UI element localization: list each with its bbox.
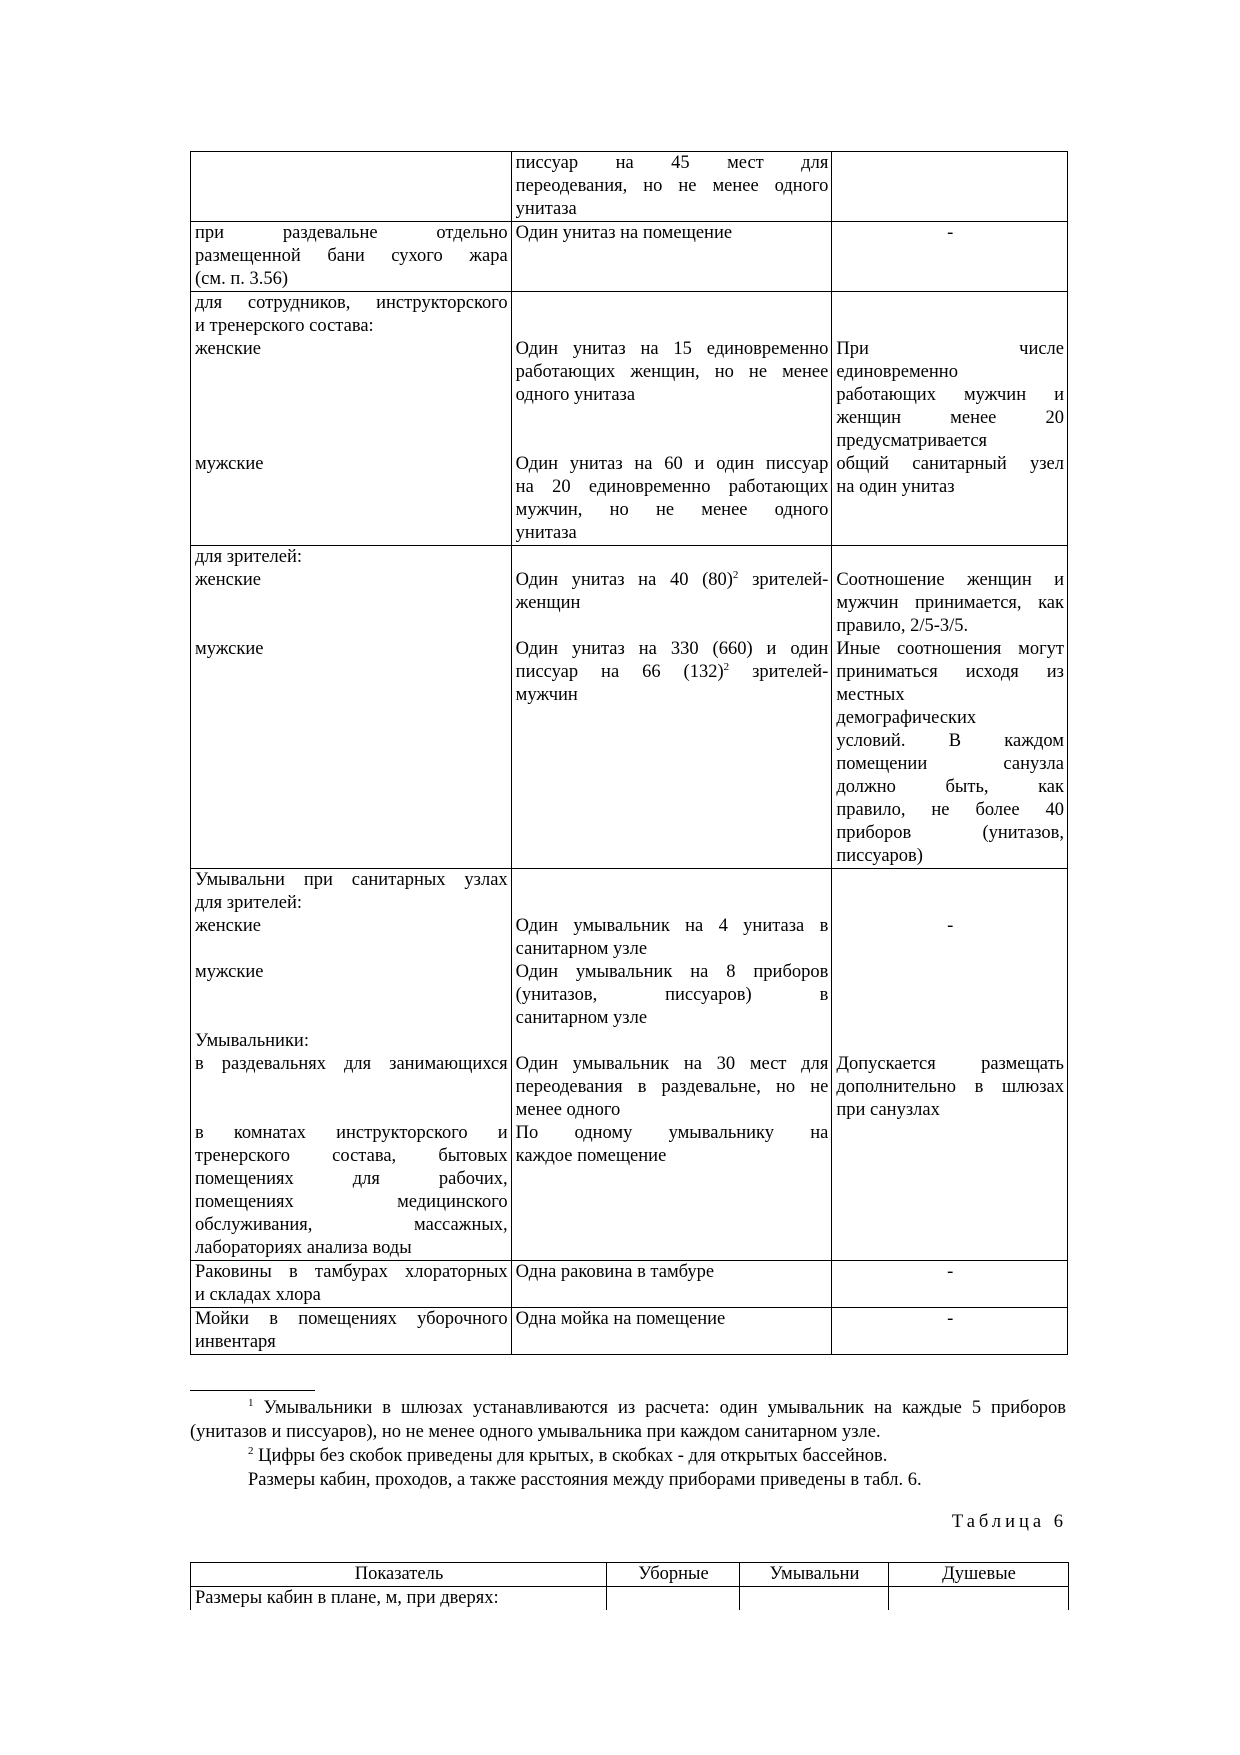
cell-line: Один унитаз на 15 единовременно [515,339,829,359]
cell-line: Один унитаз на помещение [515,223,733,243]
cell-line: женщин менее 20 [836,408,1064,428]
footnote-2: $^2$ Цифры без скобок приведены для крытых, в скобках - для открытых бассейнов. [248,1444,888,1466]
row-label: Размеры кабин в плане, м, при дверях: [191,1587,607,1611]
table-cell [191,1261,512,1308]
cell-line: Один умывальник на 8 приборов [515,962,829,982]
cell-line: при раздевальне отдельно [195,223,508,243]
table-cell [832,152,1068,222]
footnote-mark: 1 [248,1396,254,1409]
paragraph: Размеры кабин, проходов, а также расстояния между приборами приведены в табл. 6. [248,1470,922,1490]
cell-line: Иные соотношения могут [836,639,1064,659]
table-cell [511,869,832,1261]
cell-line: мужчин, но не менее одного [515,500,829,520]
cell-line: писсуаров) [836,846,923,866]
cell-line: женские [195,916,261,936]
table-cell [511,1261,832,1308]
cell-line: помещениях для рабочих, [195,1169,508,1189]
cell-line: менее одного [515,1100,621,1120]
table-cell [511,292,832,546]
table-cell [832,546,1068,869]
cell-line: Мойки в помещениях уборочного [195,1309,508,1329]
cell-line: на один унитаз [836,477,955,497]
column-header: Умывальни [740,1563,889,1587]
cell-line: Одна раковина в тамбуре [515,1262,715,1282]
cell-line: женские [195,339,261,359]
table-cell [191,1308,512,1355]
table-6-caption: Таблица 6 [951,1512,1067,1532]
cell-line: дополнительно в шлюзах [836,1077,1064,1097]
cell-line: единовременно [836,362,958,382]
cell-line: на 20 единовременно работающих [515,477,829,497]
table-row-staff [191,292,1068,546]
table-cell [191,546,512,869]
cell-line: Одна мойка на помещение [515,1309,726,1329]
table-row-spectators [191,546,1068,869]
cell-line: мужские [195,454,264,474]
cell-line: для зрителей: [195,547,303,567]
dash: - [947,223,954,243]
table-cell [511,222,832,292]
cell-line: Один унитаз на 60 и один писсуар [515,454,829,474]
cell-line: санитарном узле [515,1008,648,1028]
table-row-sinks [191,1308,1068,1355]
cell-line: (унитазов, писсуаров) в [515,985,829,1005]
cell-line: одного унитаза [515,385,636,405]
table-cell [511,152,832,222]
cell-line: Один умывальник на 4 унитаза в [515,916,829,936]
cell-line: Соотношение женщин и [836,570,1064,590]
cell-line: приборов (унитазов, [836,823,1064,843]
cell-line: мужчин [515,685,578,705]
cell-line: помещении санузла [836,754,1064,774]
cell-line: мужские [195,962,264,982]
column-header: Уборные [607,1563,740,1587]
cell-line: санитарном узле [515,939,648,959]
cell-line: мужчин принимается, как [836,593,1064,613]
cell-line: должно быть, как [836,777,1064,797]
table-cell [511,546,832,869]
table-cell [740,1587,889,1611]
cell-line: для сотрудников, инструкторского [195,293,508,313]
cell-line: переодевания в раздевальне, но не [515,1077,829,1097]
table-cell [832,292,1068,546]
cell-line: унитаза [515,523,577,543]
cell-line: Раковины в тамбурах хлораторных [195,1262,508,1282]
table-cell [511,1308,832,1355]
cell-line: переодевания, но не менее одного [515,176,829,196]
cell-line: Один унитаз на 330 (660) и один [515,639,829,659]
cell-line: правило, 2/5-3/5. [836,616,969,636]
cell-line: местных [836,685,905,705]
table-row-chlorine [191,1261,1068,1308]
cell-line: в раздевальнях для занимающихся [195,1054,508,1074]
sanitary-norms-table [190,151,1068,1355]
footnote-1: $^1$ Умывальники в шлюзах устанавливаются из расчета: один умывальник на каждые 5 приборов (унитазов и писсуаров), но не менее одного умывальника при каждом санитарном узле. [190,1396,1066,1442]
footnote-mark: 2 [248,1444,254,1457]
column-header: Душевые [889,1563,1069,1587]
cell-line: При числе [836,339,1064,359]
table-row-bath [191,222,1068,292]
footnotes [190,1396,1066,1492]
cabin-dimensions-table [190,1562,1069,1610]
cell-line: и тренерского состава: [195,316,374,336]
cell-line: женщин [515,593,581,613]
cell-line: инвентаря [195,1332,276,1352]
table-cell [832,1308,1068,1355]
footnote-divider [190,1390,315,1391]
cell-line: размещенной бани сухого жара [195,246,508,266]
cell-line: Допускается размещать [836,1054,1064,1074]
cell-line: лабораториях анализа воды [195,1238,412,1258]
cell-line: для зрителей: [195,893,303,913]
cell-line: По одному умывальнику на [515,1123,829,1143]
cell-line: приниматься исходя из [836,662,1064,682]
cell-line: условий. В каждом [836,731,1064,751]
cell-line: писсуар на 45 мест для [515,153,829,173]
cell-line: при санузлах [836,1100,940,1120]
table-cell [832,1261,1068,1308]
table-cell [607,1587,740,1611]
table-cell [191,152,512,222]
cell-line: правило, не более 40 [836,800,1064,820]
cell-line: женские [195,570,261,590]
cell-line: Один унитаз на 40 $(80)^2$ зрителей- [515,568,829,590]
cell-line: Один умывальник на 30 мест для [515,1054,829,1074]
cell-line: работающих мужчин и [836,385,1064,405]
table-row-washbasins [191,869,1068,1261]
cell-line: и складах хлора [195,1285,321,1305]
cell-line: работающих женщин, но не менее [515,362,829,382]
cell-line: писсуар на 66 $(132)^2$ зрителей- [515,660,829,682]
cell-line: унитаза [515,199,577,219]
cell-line: помещениях медицинского [195,1192,508,1212]
cell-line: Умывальники: [195,1031,309,1051]
cell-line: Умывальни при санитарных узлах [195,870,508,890]
cell-line: предусматривается [836,431,988,451]
table-cell [191,292,512,546]
table-cell [191,222,512,292]
table-row-continuation [191,152,1068,222]
cell-line: каждое помещение [515,1146,667,1166]
table-cell [191,869,512,1261]
cell-line: в комнатах инструкторского и [195,1123,508,1143]
dash: - [947,1309,954,1329]
cell-line: (см. п. 3.56) [195,269,289,289]
table-row [191,1587,1069,1611]
cell-line: тренерского состава, бытовых [195,1146,508,1166]
cell-line: общий санитарный узел [836,454,1064,474]
cell-line: мужские [195,639,264,659]
table-cell [889,1587,1069,1611]
cell-line: демографических [836,708,977,728]
dash: - [947,1262,954,1282]
column-header: Показатель [191,1563,607,1587]
cell-line: обслуживания, массажных, [195,1215,508,1235]
table-header-row [191,1563,1069,1587]
table-cell [832,222,1068,292]
table-cell [832,869,1068,1261]
dash: - [947,916,954,936]
